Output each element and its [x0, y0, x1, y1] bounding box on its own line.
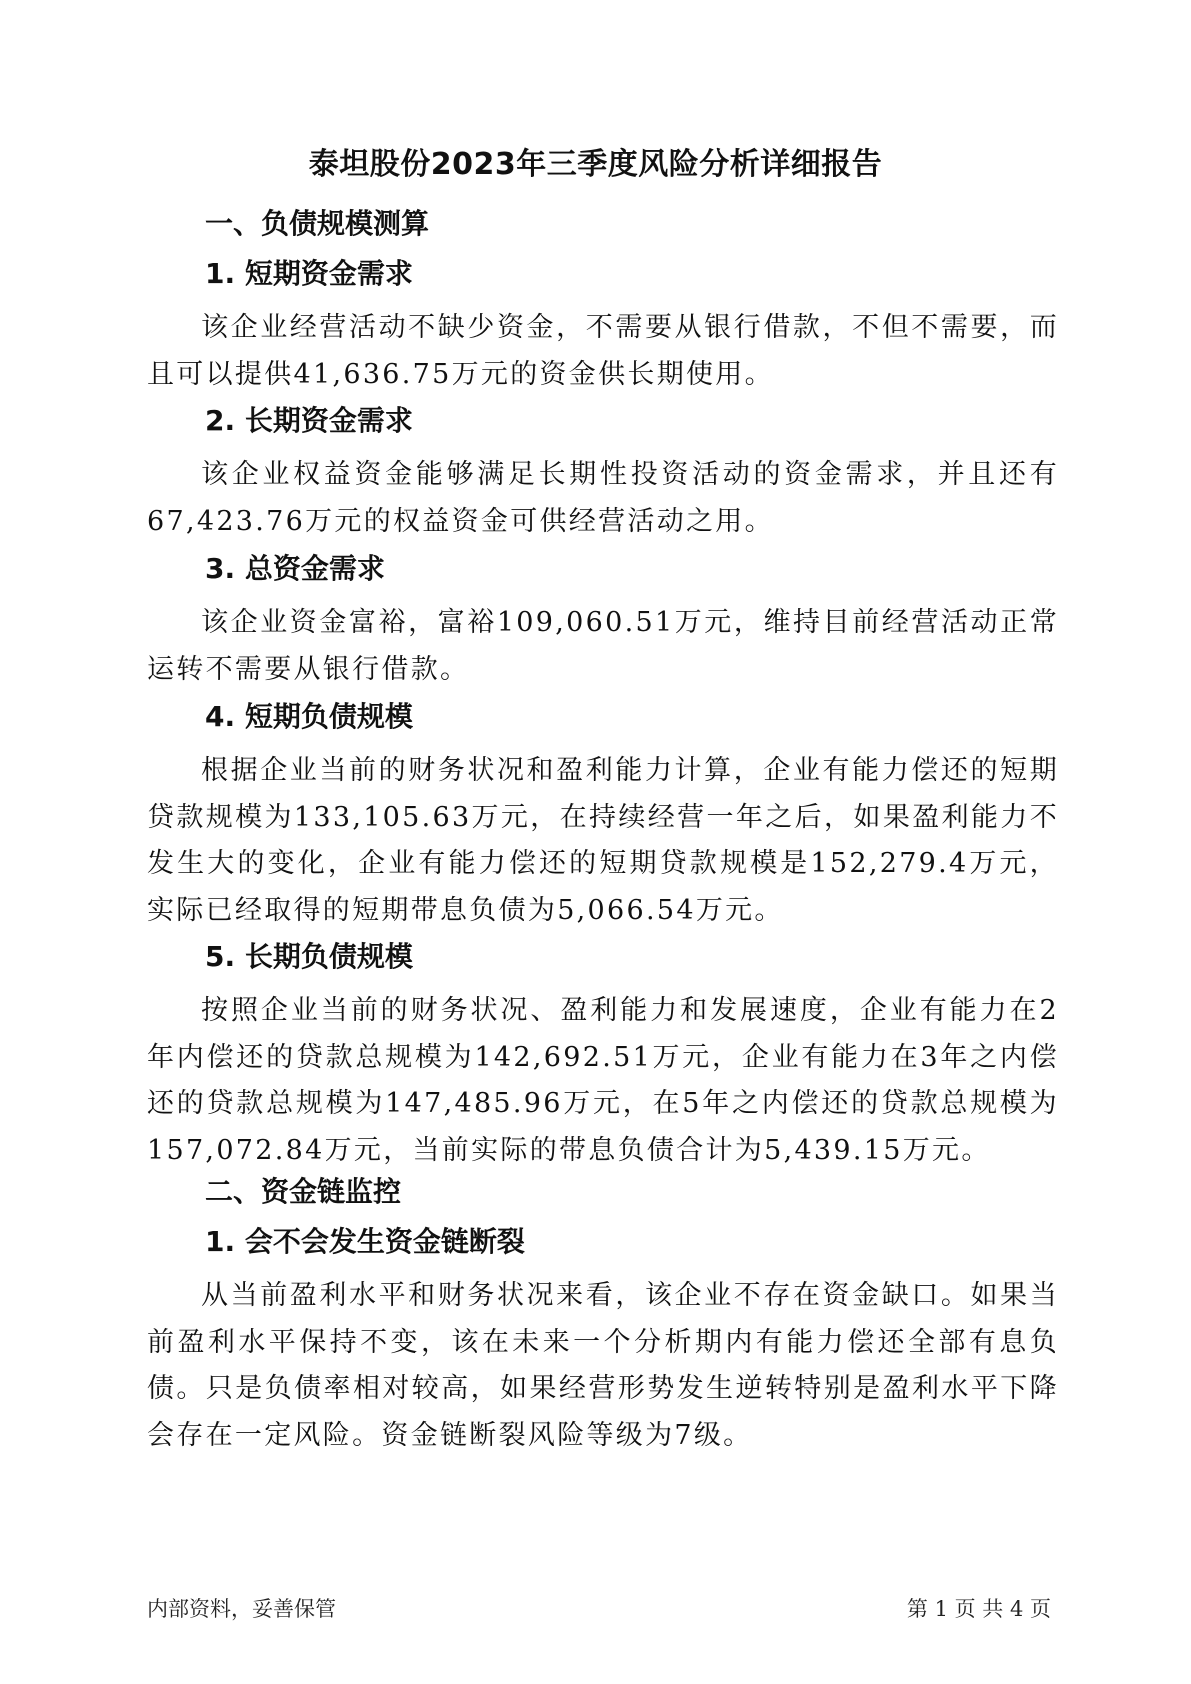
paragraph-long-term-debt: 按照企业当前的财务状况、盈利能力和发展速度，企业有能力在2年内偿还的贷款总规模为142,692.51万元，企业有能力在3年之内偿还的贷款总规模为147,485.96万元，在5年之内偿还的贷款总规模为157,072.84万元，当前实际的带息负债合计为5,439.15万元。: [147, 995, 1059, 1166]
subsection-heading-short-term-debt: 4. 短期负债规模: [205, 700, 413, 733]
section-heading-debt-scale: 一、负债规模测算: [205, 207, 430, 240]
paragraph-short-term-debt: 根据企业当前的财务状况和盈利能力计算，企业有能力偿还的短期贷款规模为133,105.63万元，在持续经营一年之后，如果盈利能力不发生大的变化，企业有能力偿还的短期贷款规模是152,279.4万元，实际已经取得的短期带息负债为5,066.54万元。: [147, 755, 1059, 926]
paragraph-total-funds: 该企业资金富裕，富裕109,060.51万元，维持目前经营活动正常运转不需要从银行借款。: [147, 607, 1059, 685]
paragraph-long-term-funds: 该企业权益资金能够满足长期性投资活动的资金需求，并且还有67,423.76万元的权益资金可供经营活动之用。: [147, 459, 1059, 537]
paragraph-chain-break: 从当前盈利水平和财务状况来看，该企业不存在资金缺口。如果当前盈利水平保持不变，该在未来一个分析期内有能力偿还全部有息负债。只是负债率相对较高，如果经营形势发生逆转特别是盈利水平下降会存在一定风险。资金链断裂风险等级为7级。: [147, 1280, 1059, 1451]
subsection-heading-chain-break: 1. 会不会发生资金链断裂: [205, 1225, 525, 1258]
subsection-heading-long-term-funds: 2. 长期资金需求: [205, 404, 413, 437]
paragraph-short-term-funds: 该企业经营活动不缺少资金，不需要从银行借款，不但不需要，而且可以提供41,636.75万元的资金供长期使用。: [147, 312, 1059, 390]
section-heading-cash-chain: 二、资金链监控: [205, 1175, 402, 1208]
subsection-heading-short-term-funds: 1. 短期资金需求: [205, 257, 413, 290]
subsection-heading-total-funds: 3. 总资金需求: [205, 552, 385, 585]
subsection-heading-long-term-debt: 5. 长期负债规模: [205, 940, 413, 973]
report-title: 泰坦股份2023年三季度风险分析详细报告: [308, 147, 883, 182]
footer-confidential-note: 内部资料，妥善保管: [147, 1597, 336, 1621]
footer-page-number: 第 1 页 共 4 页: [906, 1597, 1051, 1621]
